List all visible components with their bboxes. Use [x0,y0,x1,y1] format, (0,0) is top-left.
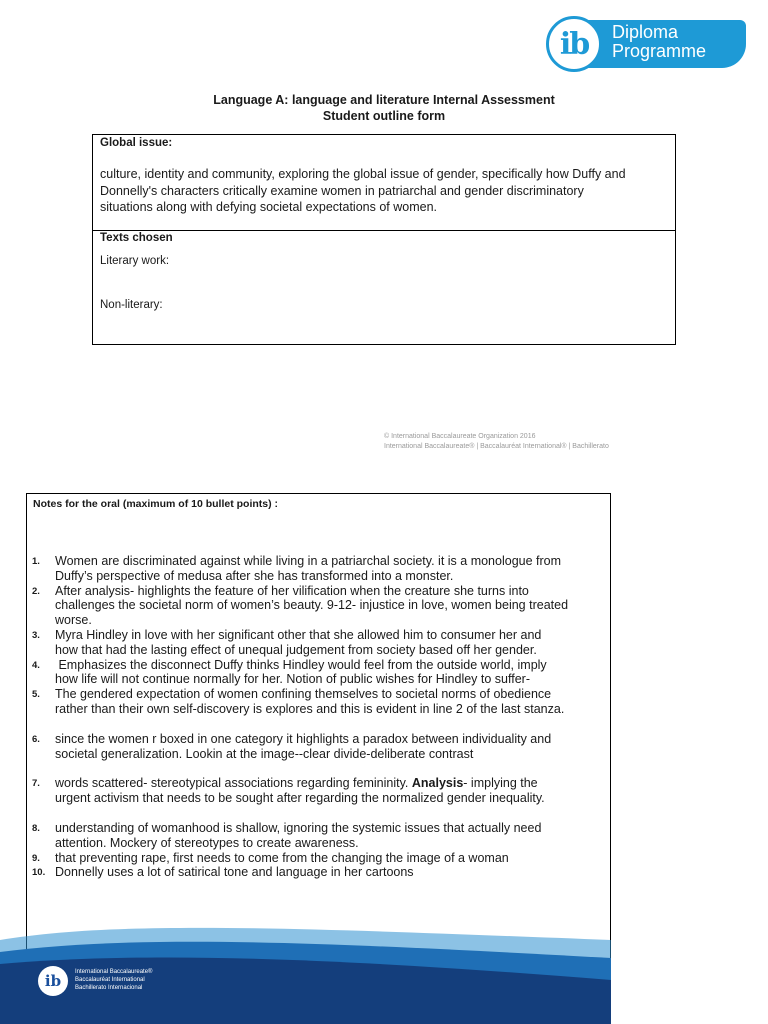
list-item: 9. that preventing rape, first needs to come from the changing the image of a woman [32,850,509,865]
ib-diploma-logo [546,16,746,74]
global-issue-label: Global issue: [100,137,173,149]
logo-line-1: Diploma [612,22,679,42]
literary-work-label: Literary work: [100,255,170,267]
list-item: 3. Myra Hindley in love with her significant other that she allowed him to consumer her and how that had the lasting effect of unequal judgement from society based off her gender. [32,627,542,657]
list-item: 5. The gendered expectation of women confining themselves to societal norms of obedience rather than their own self-discovery is explores and this is evident in line 2 of the last stanza. [32,687,565,716]
list-item: 2. After analysis- highlights the feature of her vilification when the creature she turns into challenges the societal norm of women’s beauty. 9-12- injustice in love, women being treated worse. [32,583,569,628]
logo-line-2: Programme [612,41,707,61]
non-literary-label: Non-literary: [100,299,163,311]
global-issue-text: culture, identity and community, exploring the global issue of gender, specifically how Duffy and Donnelly's characters critically examine women in patriarchal and gender discriminatory situations along with defying societal expectations of women. [100,167,626,214]
oral-notes-list [27,554,627,880]
list-item: 6. since the women r boxed in one category it highlights a paradox between individuality and societal generalization. Lookin at the image--clear divide-deliberate contrast [32,731,552,761]
form-divider [93,230,675,231]
ib-footer-logo [38,966,198,1002]
list-item: 8. understanding of womanhood is shallow, ignoring the systemic issues that actually need attention. Mockery of stereotypes to create awareness. [32,820,542,850]
logo-text [612,23,706,61]
document-subtitle: Student outline form [322,109,446,123]
texts-chosen-label: Texts chosen [100,232,173,244]
ib-logo-icon: ib [38,966,68,996]
list-item: 4. Emphasizes the disconnect Duffy thinks Hindley would feel from the outside world, imply how life will not continue normally for her. Notion of public wishes for Hindley to suffer- [32,657,547,687]
outline-form-box [92,134,676,345]
document-title: Language A: language and literature Internal Assessment [213,93,555,107]
list-item: 1. Women are discriminated against while living in a patriarchal society. it is a monologue from Duffy’s perspective of medusa after she has transformed into a monster. [32,554,562,583]
oral-notes-heading: Notes for the oral (maximum of 10 bullet points) : [33,498,279,510]
list-item: 7. words scattered- stereotypical associations regarding femininity. Analysis- implying the urgent activism that needs to be sought after regarding the normalized gender inequality. [32,776,545,806]
ib-logo-icon: ib [546,16,602,72]
copyright-note: © International Baccalaureate Organization 2016 International Baccalaureate® | Baccalauréat International® | Bachillerato [384,433,609,450]
footer-logo-text: International Baccalaureate® Baccalauréat International Bachillerato Internacional [75,969,153,992]
list-item: 10. Donnelly uses a lot of satirical tone and language in her cartoons [32,865,414,880]
footer-wave-graphic [0,900,768,1024]
